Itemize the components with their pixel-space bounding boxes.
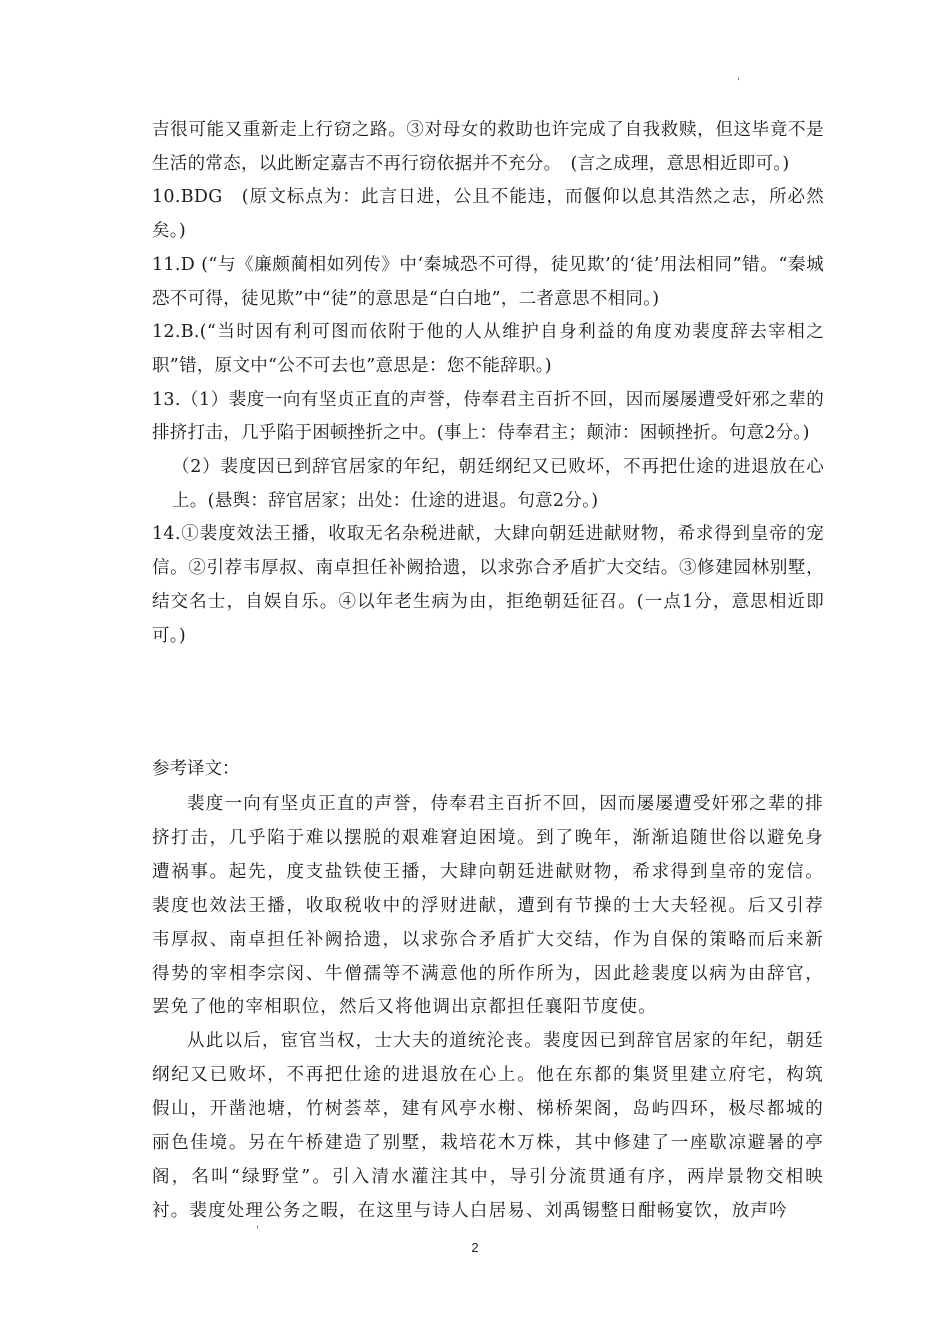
- top-mark: ': [737, 77, 740, 88]
- translation-paragraph-1: 裴度一向有坚贞正直的声誉，侍奉君主百折不回，因而屡屡遭受奸邪之辈的排挤打击，几乎陷于难以摆脱的艰难窘迫困境。到了晚年，渐渐追随世俗以避免身遭祸事。起先，度支盐铁使王播，大肆向朝廷进献财物，希求得到皇帝的宠信。裴度也效法王播，收取税收中的浮财进献，遭到有节操的士大夫轻视。后又引荐韦厚叔、南卓担任补阙拾遗，以求弥合矛盾扩大交结，作为自保的策略而后来新得势的宰相李宗闵、牛僧孺等不满意他的所作所为，因此趁裴度以病为由辞官，罢免了他的宰相职位，然后又将他调出京都担任襄阳节度使。: [152, 794, 824, 1018]
- reference-translation-title: 参考译文：: [152, 759, 240, 779]
- answer-11: 11.D (“与《廉颇蔺相如列传》中‘秦城恐不可得，徒见欺’的‘徒’用法相同”错。“秦城恐不可得，徒见欺”中“徒”的意思是“白白地”，二者意思不相同。): [152, 254, 824, 309]
- answer-13-part-2: （2）裴度因已到辞官居家的年纪，朝廷纲纪又已败坏，不再把仕途的进退放在心上。(悬舆：辞官居家；出处：仕途的进退。句意2分。): [172, 457, 824, 511]
- answer-13-part-1: 13.（1）裴度一向有坚贞正直的声誉，侍奉君主百折不回，因而屡屡遭受奸邪之辈的排挤打击，几乎陷于困顿挫折之中。(事上：侍奉君主；颠沛：困顿挫折。句意2分。): [152, 389, 824, 444]
- answer-12: 12.B.(“当时因有利可图而依附于他的人从维护自身利益的角度劝裴度辞去宰相之职”错，原文中“公不可去也”意思是：您不能辞职。): [152, 322, 824, 376]
- page-number: 2: [471, 1240, 479, 1255]
- answer-14: 14.①裴度效法王播，收取无名杂税进献，大肆向朝廷进献财物，希求得到皇帝的宠信。②引荐韦厚叔、南卓担任补阙拾遗，以求弥合矛盾扩大交结。③修建园林别墅，结交名士，自娱自乐。④以年老生病为由，拒绝朝廷征召。(一点1分，意思相近即可。): [152, 524, 824, 646]
- answer-section: [152, 114, 824, 653]
- answer-9-continued: 吉很可能又重新走上行窃之路。③对母女的救助也许完成了自我救赎，但这毕竟不是生活的常态，以此断定嘉吉不再行窃依据并不充分。 (言之成理，意思相近即可。): [152, 120, 824, 174]
- reference-translation: [152, 788, 824, 1229]
- answer-10: 10.BDG (原文标点为：此言日进，公且不能违，而偃仰以息其浩然之志，所必然矣。): [152, 187, 824, 242]
- translation-paragraph-2: 从此以后，宦官当权，士大夫的道统沦丧。裴度因已到辞官居家的年纪，朝廷纲纪又已败坏，不再把仕途的进退放在心上。他在东都的集贤里建立府宅，构筑假山，开凿池塘，竹树荟萃，建有风亭水榭、梯桥架阁，岛屿四环，极尽都城的丽色佳境。另在午桥建造了别墅，栽培花木万株，其中修建了一座歇凉避暑的亭阁，名叫“绿野堂”。引入清水灌注其中，导引分流贯通有序，两岸景物交相映衬。裴度处理公务之暇，在这里与诗人白居易、刘禹锡整日酣畅宴饮，放声吟: [152, 1031, 824, 1221]
- bottom-mark: ': [256, 1225, 259, 1236]
